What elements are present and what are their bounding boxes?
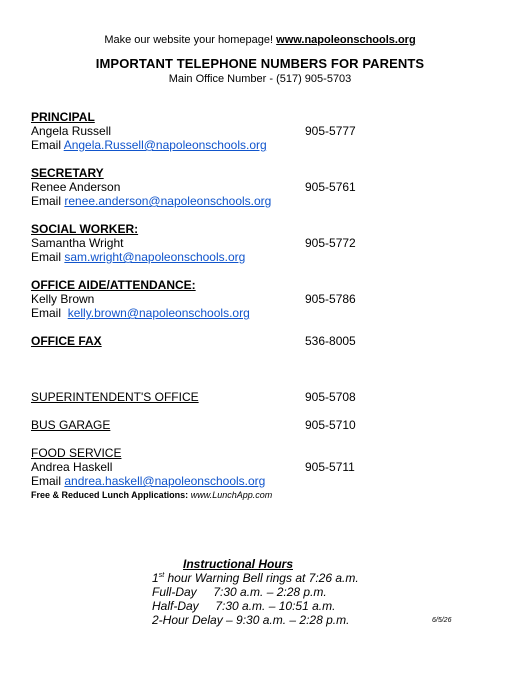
warning-bell-line <box>152 571 359 585</box>
email-label: Email <box>31 138 62 152</box>
lunch-application-line <box>31 488 361 502</box>
food-service-email-link[interactable]: andrea.haskell@napoleonschools.org <box>64 474 266 488</box>
homepage-notice <box>0 34 520 46</box>
secretary-phone: 905-5761 <box>305 180 356 194</box>
principal-name: Angela Russell <box>31 124 112 138</box>
revision-date: 6/5/26 <box>432 617 452 624</box>
two-hour-delay-hours: 2-Hour Delay – 9:30 a.m. – 2:28 p.m. <box>152 613 350 627</box>
half-day-hours: Half-Day 7:30 a.m. – 10:51 a.m. <box>152 599 336 613</box>
homepage-link[interactable]: www.napoleonschools.org <box>276 34 416 46</box>
principal-heading: PRINCIPAL <box>31 110 95 124</box>
lunch-label: Free & Reduced Lunch Applications: <box>31 490 189 500</box>
office-aide-phone: 905-5786 <box>305 292 356 306</box>
email-label: Email <box>31 474 62 488</box>
social-worker-email-link[interactable]: sam.wright@napoleonschools.org <box>64 250 246 264</box>
food-service-name: Andrea Haskell <box>31 460 113 474</box>
main-office-number: Main Office Number - (517) 905-5703 <box>168 73 352 85</box>
office-aide-name: Kelly Brown <box>31 292 95 306</box>
lunch-url[interactable]: www.LunchApp.com <box>190 490 273 500</box>
email-label: Email <box>31 194 62 208</box>
page-title: IMPORTANT TELEPHONE NUMBERS FOR PARENTS <box>95 56 425 71</box>
food-service-phone: 905-5711 <box>305 460 355 474</box>
office-fax-heading: OFFICE FAX <box>31 334 102 348</box>
office-fax-number: 536-8005 <box>305 334 356 348</box>
office-aide-email-link[interactable]: kelly.brown@napoleonschools.org <box>67 306 250 320</box>
email-label: Email <box>31 306 62 320</box>
superintendent-phone: 905-5708 <box>305 390 356 404</box>
bus-garage-heading: BUS GARAGE <box>31 418 111 432</box>
bus-garage-phone: 905-5710 <box>305 418 356 432</box>
secretary-name: Renee Anderson <box>31 180 121 194</box>
bell-number: 1 <box>152 571 159 585</box>
food-service-heading: FOOD SERVICE <box>31 446 122 460</box>
instructional-hours-title: Instructional Hours <box>182 557 293 571</box>
office-aide-heading: OFFICE AIDE/ATTENDANCE: <box>31 278 196 292</box>
principal-email-link[interactable]: Angela.Russell@napoleonschools.org <box>63 138 267 152</box>
email-label: Email <box>31 250 62 264</box>
superintendent-heading: SUPERINTENDENT'S OFFICE <box>31 390 199 404</box>
secretary-email-link[interactable]: renee.anderson@napoleonschools.org <box>64 194 272 208</box>
social-worker-phone: 905-5772 <box>305 236 356 250</box>
social-worker-heading: SOCIAL WORKER: <box>31 222 139 236</box>
food-service-section <box>31 446 361 502</box>
principal-phone: 905-5777 <box>305 124 356 138</box>
secretary-heading: SECRETARY <box>31 166 104 180</box>
social-worker-name: Samantha Wright <box>31 236 124 250</box>
full-day-hours: Full-Day 7:30 a.m. – 2:28 p.m. <box>152 585 327 599</box>
homepage-prefix: Make our website your homepage! <box>104 34 274 46</box>
bell-text: hour Warning Bell rings at 7:26 a.m. <box>164 571 359 585</box>
bell-ordinal: st <box>158 572 165 579</box>
